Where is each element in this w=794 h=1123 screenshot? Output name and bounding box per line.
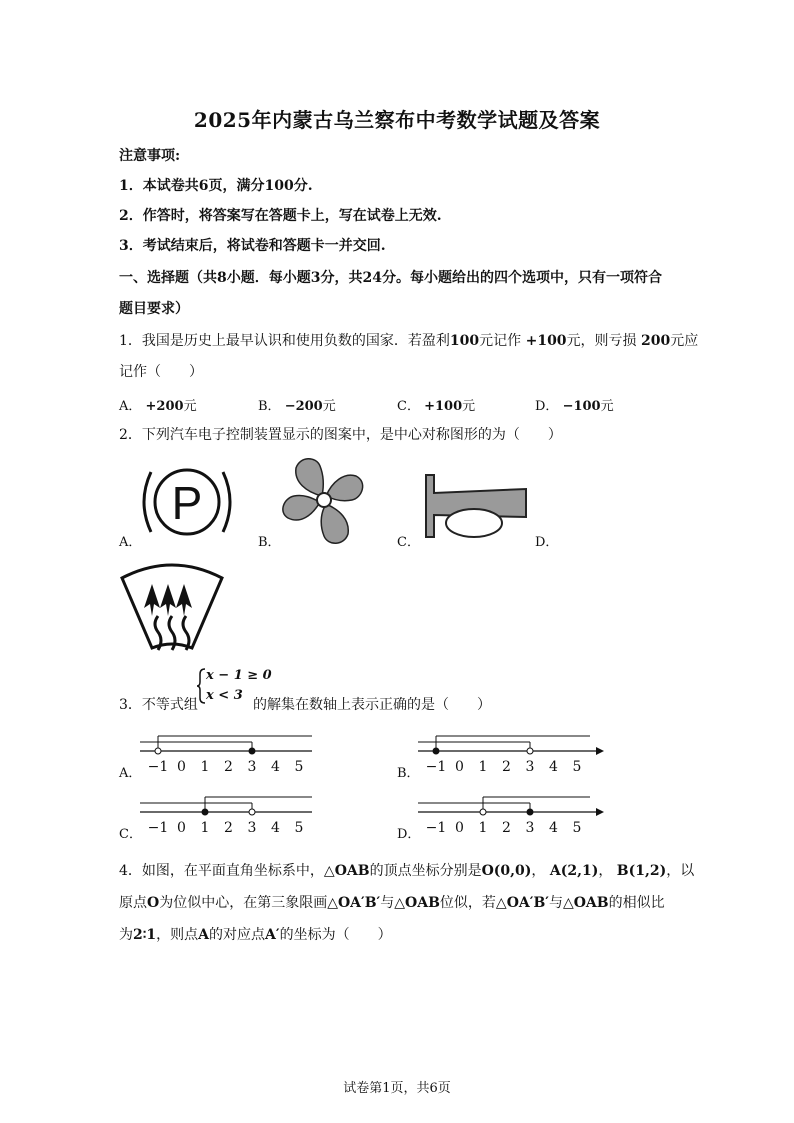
option-value: +100 (424, 399, 463, 414)
q1-option-a[interactable] (119, 395, 197, 414)
tick-label: 5 (294, 759, 304, 775)
q1-text-b: 元记作 (479, 333, 522, 349)
axis-arrow (596, 747, 604, 755)
q3-suffix: 的解集在数轴上表示正确的是（ ） (253, 697, 491, 713)
q1-value-100: 100 (449, 333, 480, 349)
q4-text: 与 (548, 895, 563, 911)
triangle-oab: △OAB (394, 895, 440, 911)
q3-option-b-label[interactable]: B． (397, 766, 420, 781)
triangle-oab-prime: △OA′B′ (327, 895, 381, 911)
notice-item-2: 2．作答时，将答案写在答题卡上，写在试卷上无效. (119, 208, 442, 224)
tick-label: 2 (502, 759, 511, 775)
option-unit: 元 (183, 399, 197, 414)
q4-text: 的对应点 (209, 927, 266, 943)
hollow-dot (249, 809, 255, 815)
triangle-oab: △OAB (562, 895, 609, 911)
q4-text: 的相似比 (608, 895, 665, 911)
q4-text: 4．如图，在平面直角坐标系中， (119, 863, 324, 879)
point-a: A(2,1) (549, 863, 599, 879)
q3-inequality-1: x − 1 ≥ 0 (206, 668, 272, 683)
q2-option-c-label[interactable]: C． (397, 535, 420, 550)
number-line-c (140, 794, 330, 838)
q2-text: 2．下列汽车电子控制装置显示的图案中，是中心对称图形的为（ ） (119, 427, 562, 443)
q3-inequality-2: x < 3 (206, 688, 243, 703)
q4-text: 位似，若 (439, 895, 496, 911)
q3-option-c-label[interactable]: C． (119, 827, 142, 842)
q1-text-a: 1．我国是历史上最早认识和使用负数的国家．若盈利 (119, 333, 450, 349)
q4-text: 为 (119, 927, 133, 943)
option-label: B． (258, 399, 281, 414)
notice-item-1: 1．本试卷共6页，满分100分. (119, 178, 313, 194)
option-unit: 元 (322, 399, 336, 414)
q4-text: 的坐标为（ ） (279, 927, 392, 943)
tick-label: 0 (455, 759, 464, 775)
hollow-dot (155, 748, 161, 754)
tick-label: 1 (200, 759, 210, 775)
q4-text: ，以 (666, 863, 695, 879)
number-line-b (418, 733, 608, 777)
tick-label: 3 (525, 820, 535, 836)
number-line-d (418, 794, 608, 838)
axis-arrow (596, 808, 604, 816)
tick-label: 3 (247, 759, 257, 775)
hollow-dot (527, 748, 533, 754)
q1-line1 (119, 331, 698, 351)
point-a-label: A (198, 927, 210, 943)
page-footer: 试卷第1页，共6页 (343, 1081, 451, 1096)
option-unit: 元 (600, 399, 614, 414)
tick-label: 4 (549, 759, 558, 775)
tick-label: 3 (525, 759, 535, 775)
q3-prefix: 3．不等式组 (119, 697, 198, 713)
q1-option-b[interactable] (258, 395, 336, 414)
solid-dot (433, 748, 439, 754)
tick-label: −1 (147, 759, 169, 775)
point-a-prime-label: A′ (265, 927, 280, 943)
q4-line2 (119, 893, 665, 913)
parking-brake-icon (137, 462, 237, 542)
q1-option-d[interactable] (535, 395, 614, 414)
q4-comma: ， (531, 863, 546, 879)
tick-label: 2 (502, 820, 511, 836)
q4-comma: ， (598, 863, 613, 879)
q1-text-c: 元，则亏损 (566, 333, 637, 349)
option-label: C． (397, 399, 420, 414)
point-b: B(1,2) (616, 863, 667, 879)
option-value: −100 (562, 399, 601, 414)
q4-text: ，则点 (156, 927, 199, 943)
q2-option-a-label[interactable]: A． (119, 535, 142, 550)
tick-label: 2 (224, 759, 233, 775)
point-o: O(0,0) (481, 863, 532, 879)
horn-icon (416, 471, 532, 543)
section-heading-line1: 一、选择题（共8小题．每小题3分，共24分。每小题给出的四个选项中，只有一项符合 (119, 270, 662, 286)
q4-text: 原点 (119, 895, 147, 911)
page-title: 2025年内蒙古乌兰察布中考数学试题及答案 (193, 108, 601, 132)
option-label: D． (535, 399, 559, 414)
tick-label: −1 (425, 820, 447, 836)
tick-label: 0 (177, 759, 186, 775)
tick-label: 4 (271, 759, 280, 775)
q1-value-plus100: +100 (525, 333, 567, 349)
triangle-oab-prime: △OA′B′ (495, 895, 549, 911)
tick-label: 0 (455, 820, 464, 836)
fan-icon (276, 452, 372, 548)
option-unit: 元 (462, 399, 476, 414)
q1-option-c[interactable] (397, 395, 475, 414)
notice-item-3: 3．考试结束后，将试卷和答题卡一并交回. (119, 238, 386, 254)
tick-label: 5 (572, 820, 582, 836)
q4-line3 (119, 925, 392, 945)
q4-text: 与 (380, 895, 395, 911)
q1-text-d: 元应 (670, 333, 699, 349)
tick-label: 1 (200, 820, 210, 836)
tick-label: 5 (572, 759, 582, 775)
origin-o: O (147, 895, 160, 911)
option-label: A． (119, 399, 142, 414)
q2-option-d-label[interactable]: D． (535, 535, 559, 550)
option-value: +200 (145, 399, 184, 414)
triangle-oab: △OAB (323, 863, 370, 879)
tick-label: 4 (271, 820, 280, 836)
solid-dot (527, 809, 533, 815)
q2-option-b-label[interactable]: B． (258, 535, 281, 550)
section-heading-line2: 题目要求） (119, 301, 189, 317)
q1-line2: 记作（ ） (119, 364, 203, 380)
tick-label: 1 (478, 759, 488, 775)
tick-label: −1 (425, 759, 447, 775)
option-value: −200 (284, 399, 323, 414)
windshield-defrost-icon (120, 560, 226, 652)
hollow-dot (480, 809, 486, 815)
tick-label: 4 (549, 820, 558, 836)
tick-label: 0 (177, 820, 186, 836)
q4-text: 为位似中心，在第三象限画 (159, 895, 328, 911)
tick-label: 3 (247, 820, 257, 836)
q3-option-a-label[interactable]: A． (119, 766, 142, 781)
number-line-a (140, 733, 330, 777)
similarity-ratio: 2∶1 (133, 927, 157, 943)
notice-heading: 注意事项: (119, 148, 181, 164)
tick-label: −1 (147, 820, 169, 836)
parking-letter: P (171, 477, 203, 529)
tick-label: 1 (478, 820, 488, 836)
q4-line1 (119, 861, 694, 881)
q4-text: 的顶点坐标分别是 (369, 863, 482, 879)
solid-dot (202, 809, 208, 815)
tick-label: 2 (224, 820, 233, 836)
q3-option-d-label[interactable]: D． (397, 827, 421, 842)
q1-value-200: 200 (641, 333, 671, 349)
solid-dot (249, 748, 255, 754)
tick-label: 5 (294, 820, 304, 836)
